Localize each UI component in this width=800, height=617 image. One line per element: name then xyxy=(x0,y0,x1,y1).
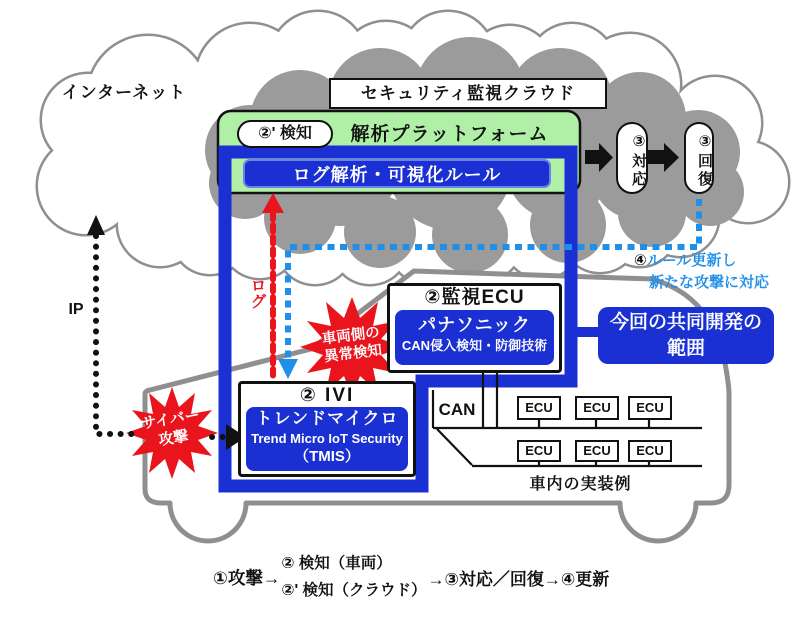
ivi-title: ② IVI xyxy=(299,385,355,406)
ecu-box-2: ECU xyxy=(575,396,619,420)
invehicle-caption: 車内の実装例 xyxy=(529,476,632,493)
can-label: CAN xyxy=(438,400,476,419)
scope-connector xyxy=(566,327,602,337)
tmis-product: Trend Micro IoT Security xyxy=(251,431,403,446)
flow-step2 xyxy=(281,550,426,604)
tmis-abbr: （TMIS） xyxy=(294,448,360,465)
flow-step2a: ② 検知（車両） xyxy=(281,554,392,572)
monitor-ecu-title: ②監視ECU xyxy=(424,287,525,308)
panasonic-box xyxy=(395,310,554,365)
ivi-box xyxy=(238,381,416,477)
joint-scope-line2: 範囲 xyxy=(666,338,705,359)
rule-update-note xyxy=(634,250,800,294)
ip-label: IP xyxy=(68,301,84,318)
log-label: ログ xyxy=(248,277,265,309)
ecu-box-6: ECU xyxy=(628,440,672,462)
platform-title: 解析プラットフォーム xyxy=(350,124,549,145)
internet-label: インターネット xyxy=(61,83,187,102)
tmis-box xyxy=(246,407,408,471)
rule-update-line1: ④ルール更新し xyxy=(634,252,737,269)
cyber-attack-label: サイバー 攻撃 xyxy=(140,406,201,450)
panasonic-tech: CAN侵入検知・防御技術 xyxy=(401,338,548,353)
flow-step1: ①攻撃→ xyxy=(213,567,281,588)
rule-update-number: ④ xyxy=(634,252,647,269)
vehicle-detect-label: 車両側の 異常検知 xyxy=(321,324,383,366)
ecu-box-3: ECU xyxy=(628,396,672,420)
ecu-box-1: ECU xyxy=(517,396,561,420)
ecu-box-5: ECU xyxy=(575,440,619,462)
rule-update-line2: 新たな攻撃に対応 xyxy=(649,273,770,291)
joint-scope-box xyxy=(598,307,774,364)
ecu-box-4: ECU xyxy=(517,440,561,462)
joint-scope-line1: 今回の共同開発の xyxy=(609,312,762,333)
flow-step3: →③対応／回復→④更新 xyxy=(427,569,610,589)
flow-step2b: ②' 検知（クラウド） xyxy=(281,582,427,599)
trendmicro-name: トレンドマイクロ xyxy=(255,409,399,428)
security-cloud-title: セキュリティ監視クラウド xyxy=(329,78,607,109)
panasonic-name: パナソニック xyxy=(418,315,531,335)
monitor-ecu-box xyxy=(387,283,562,373)
recover-pill: ③回復 xyxy=(684,122,714,194)
respond-pill: ③対応 xyxy=(616,122,648,194)
log-rule-box: ログ解析・可視化ルール xyxy=(243,159,551,188)
detect-cloud-badge: ②' 検知 xyxy=(237,120,333,148)
flow-legend xyxy=(213,548,693,606)
